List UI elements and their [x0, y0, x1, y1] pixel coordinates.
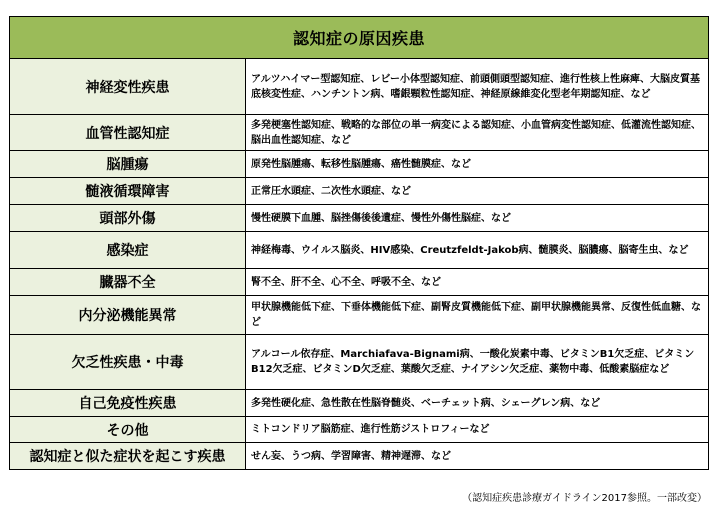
- table-row: [10, 269, 709, 296]
- row-description: 神経梅毒、ウイルス脳炎、HIV感染、Creutzfeldt-Jakob病、髄膜炎、脳膿瘍、脳寄生虫、など: [246, 232, 709, 269]
- disease-table-container: [9, 16, 708, 470]
- table-title: 認知症の原因疾患: [10, 17, 709, 59]
- row-description: 多発梗塞性認知症、戦略的な部位の単一病変による認知症、小血管病変性認知症、低灌流性認知症、脳出血性認知症、など: [246, 115, 709, 151]
- row-description: 甲状腺機能低下症、下垂体機能低下症、副腎皮質機能低下症、副甲状腺機能異常、反復性低血糖、など: [246, 296, 709, 335]
- row-name: その他: [10, 417, 246, 443]
- table-row: [10, 59, 709, 115]
- row-description: 原発性脳腫瘍、転移性脳腫瘍、癌性髄膜症、など: [246, 151, 709, 178]
- row-name: 自己免疫性疾患: [10, 390, 246, 417]
- table-row: [10, 232, 709, 269]
- row-name: 頭部外傷: [10, 205, 246, 232]
- dementia-causes-table: [9, 16, 709, 470]
- row-name: 髄液循環障害: [10, 178, 246, 205]
- table-row: [10, 115, 709, 151]
- table-row: [10, 335, 709, 390]
- row-name: 臓器不全: [10, 269, 246, 296]
- row-name: 欠乏性疾患・中毒: [10, 335, 246, 390]
- row-description: アルツハイマー型認知症、レビー小体型認知症、前頭側頭型認知症、進行性核上性麻痺、大脳皮質基底核変性症、ハンチントン病、嗜銀顆粒性認知症、神経原線維変化型老年期認知症、など: [246, 59, 709, 115]
- source-footnote: （認知症疾患診療ガイドライン2017参照。一部改変）: [462, 493, 707, 504]
- table-row: [10, 151, 709, 178]
- table-row: [10, 443, 709, 470]
- table-row: [10, 390, 709, 417]
- row-description: 慢性硬膜下血腫、脳挫傷後後遺症、慢性外傷性脳症、など: [246, 205, 709, 232]
- row-description: 正常圧水頭症、二次性水頭症、など: [246, 178, 709, 205]
- table-row: [10, 178, 709, 205]
- row-name: 脳腫瘍: [10, 151, 246, 178]
- row-description: せん妄、うつ病、学習障害、精神遅滞、など: [246, 443, 709, 470]
- row-name: 血管性認知症: [10, 115, 246, 151]
- table-row: [10, 417, 709, 443]
- row-name: 内分泌機能異常: [10, 296, 246, 335]
- row-name: 感染症: [10, 232, 246, 269]
- row-description: 腎不全、肝不全、心不全、呼吸不全、など: [246, 269, 709, 296]
- row-description: アルコール依存症、Marchiafava-Bignami病、一酸化炭素中毒、ビタミンB1欠乏症、ビタミンB12欠乏症、ビタミンD欠乏症、葉酸欠乏症、ナイアシン欠乏症、薬物中毒、低酸素脳症など: [246, 335, 709, 390]
- row-description: 多発性硬化症、急性散在性脳脊髄炎、ベーチェット病、シェーグレン病、など: [246, 390, 709, 417]
- row-description: ミトコンドリア脳筋症、進行性筋ジストロフィーなど: [246, 417, 709, 443]
- table-header-row: [10, 17, 709, 59]
- table-row: [10, 296, 709, 335]
- row-name: 神経変性疾患: [10, 59, 246, 115]
- row-name: 認知症と似た症状を起こす疾患: [10, 443, 246, 470]
- table-row: [10, 205, 709, 232]
